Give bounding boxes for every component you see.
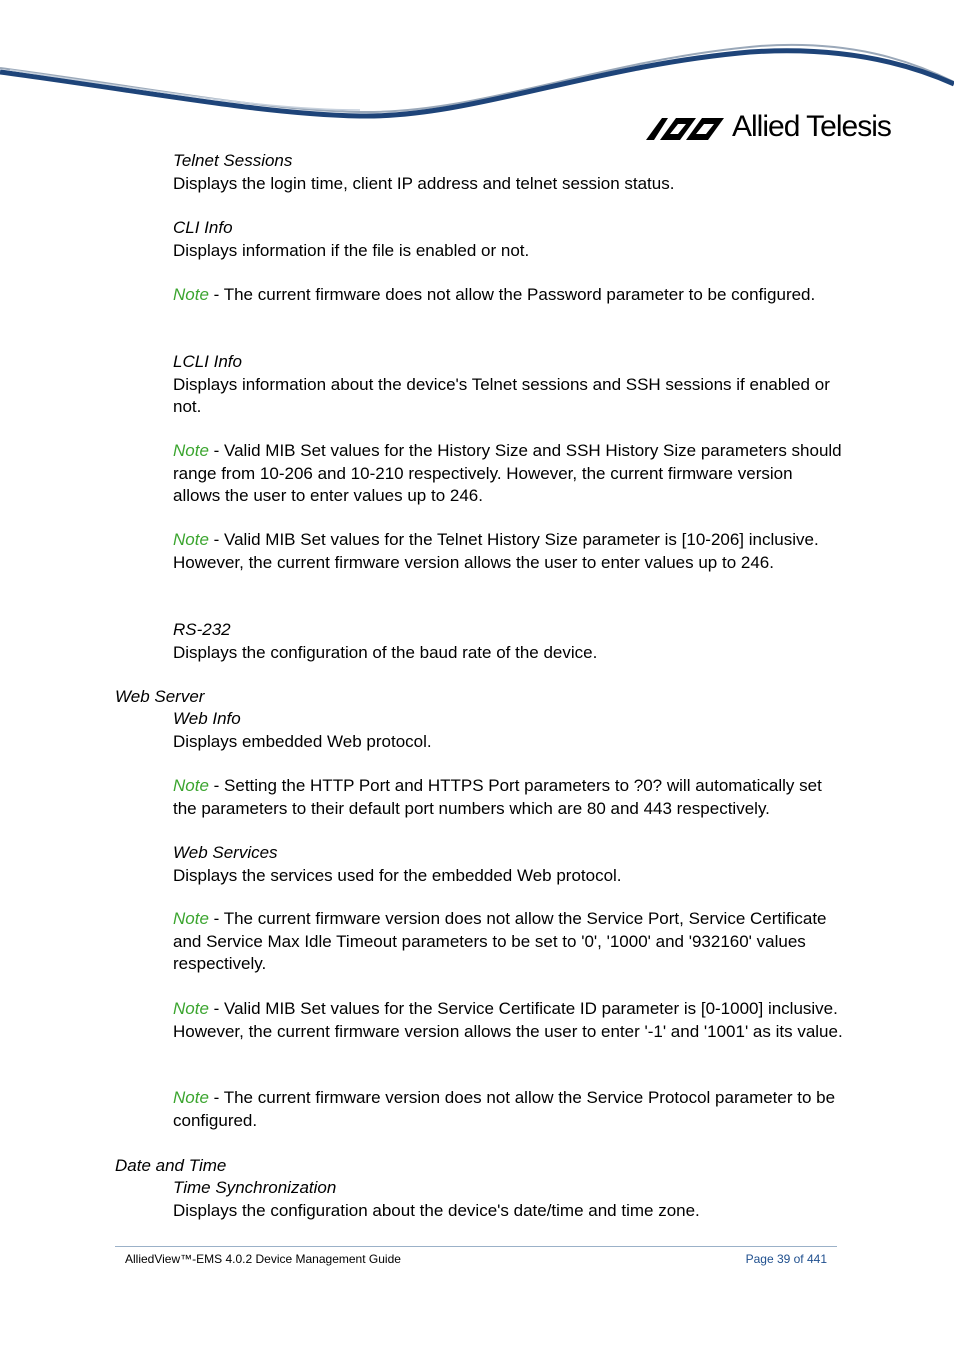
- footer-doc-title: AlliedView™-EMS 4.0.2 Device Management Guide: [125, 1252, 401, 1266]
- section-text: Displays the configuration of the baud rate of the device.: [173, 642, 598, 662]
- note-label: Note: [173, 909, 209, 928]
- section-heading: Web Services: [173, 843, 278, 862]
- note-history: [173, 440, 843, 508]
- note-label: Note: [173, 285, 209, 304]
- note-text: - The current firmware version does not allow the Service Port, Service Certificate and Service Max Idle Timeout parameters to be set to '0', '1000' and '932160' values respectively.: [173, 909, 827, 973]
- note-text: - The current firmware does not allow the Password parameter to be configured.: [208, 285, 816, 304]
- section-heading: LCLI Info: [173, 352, 242, 371]
- footer-page-number: Page 39 of 441: [745, 1252, 827, 1266]
- note-cli: [173, 284, 843, 307]
- brand-name: Allied Telesis: [732, 110, 891, 143]
- note-telnet-history: [173, 529, 843, 574]
- note-text: - The current firmware version does not allow the Service Protocol parameter to be configured.: [173, 1088, 836, 1130]
- time-sync-section: [173, 1177, 843, 1222]
- note-label: Note: [173, 999, 209, 1018]
- note-label: Note: [173, 441, 209, 460]
- allied-telesis-logo-icon: [646, 112, 726, 142]
- footer-divider: [115, 1246, 837, 1247]
- note-http: [173, 775, 843, 820]
- note-text: - Valid MIB Set values for the Service Certificate ID parameter is [0-1000] inclusive. However, the current firmware version allows the user to enter '-1' and '1001' as its value.: [173, 999, 843, 1041]
- section-heading: Telnet Sessions: [173, 151, 293, 170]
- section-text: Displays information if the file is enabled or not.: [173, 240, 530, 260]
- note-label: Note: [173, 1088, 209, 1107]
- note-text: - Setting the HTTP Port and HTTPS Port parameters to ?0? will automatically set the parameters to their default port numbers which are 80 and 443 respectively.: [173, 776, 822, 818]
- cli-info-section: [173, 217, 843, 262]
- note-text: - Valid MIB Set values for the Telnet History Size parameter is [10-206] inclusive. However, the current firmware version allows the user to enter values up to 246.: [173, 530, 819, 572]
- lcli-info-section: [173, 351, 843, 419]
- note-text: - Valid MIB Set values for the History Size and SSH History Size parameters should range from 10-206 and 10-210 respectively. However, the current firmware version allows the user to enter values up to 246.: [173, 441, 842, 505]
- note-label: Note: [173, 530, 209, 549]
- telnet-sessions-section: [173, 150, 843, 195]
- section-text: Displays the services used for the embedded Web protocol.: [173, 865, 622, 885]
- section-heading: Web Info: [173, 709, 241, 728]
- section-text: Displays information about the device's Telnet sessions and SSH sessions if enabled or not.: [173, 374, 830, 416]
- web-services-section: [173, 842, 843, 887]
- section-heading: RS-232: [173, 620, 231, 639]
- note-protocol: [173, 1087, 843, 1132]
- note-service-port: [173, 908, 843, 976]
- rs232-section: [173, 619, 843, 664]
- section-text: Displays the login time, client IP address and telnet session status.: [173, 173, 675, 193]
- note-cert-id: [173, 998, 843, 1043]
- date-time-heading: Date and Time: [115, 1156, 227, 1175]
- allied-telesis-logo: [646, 110, 891, 144]
- section-text: Displays embedded Web protocol.: [173, 731, 432, 751]
- section-heading: Time Synchronization: [173, 1178, 337, 1197]
- web-server-heading: Web Server: [115, 687, 205, 706]
- section-heading: CLI Info: [173, 218, 233, 237]
- web-info-section: [173, 708, 843, 753]
- section-text: Displays the configuration about the device's date/time and time zone.: [173, 1200, 700, 1220]
- note-label: Note: [173, 776, 209, 795]
